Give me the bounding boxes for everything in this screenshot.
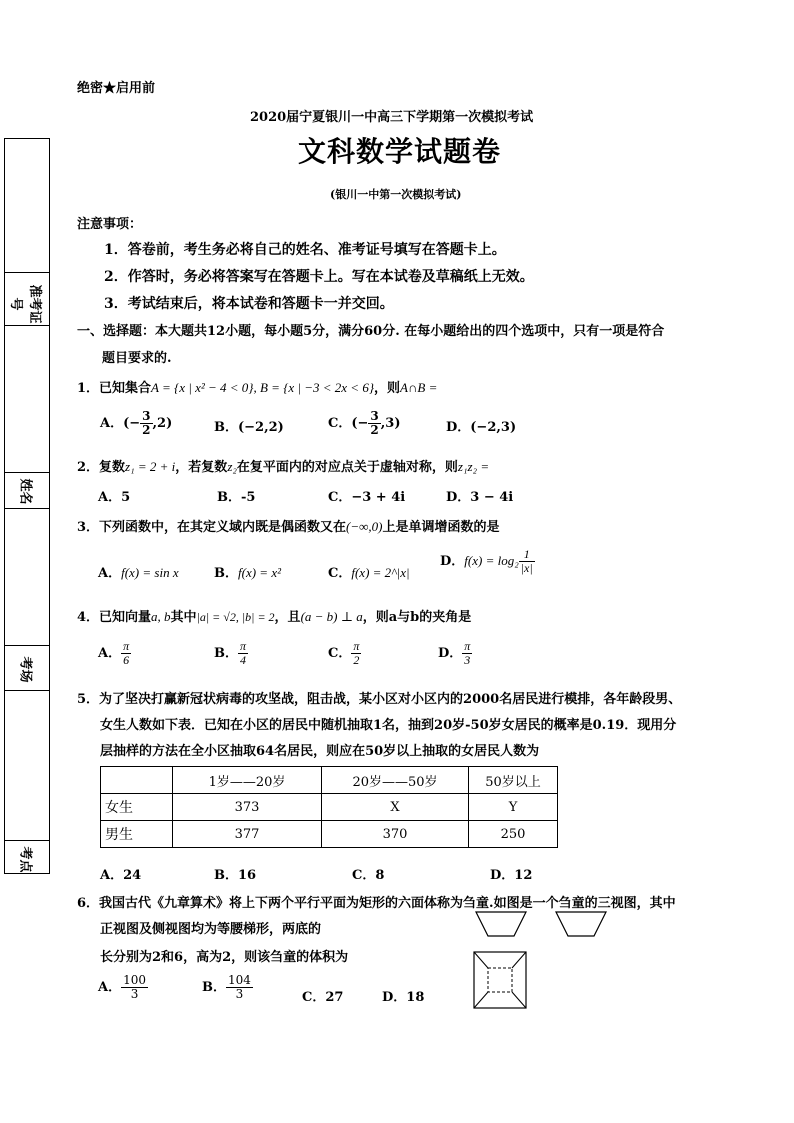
q6-option-a: A． $\frac{100}{3}$ [98, 973, 146, 1001]
q1-option-a: A．(− $\frac{3}{2}$ ,2) [100, 409, 173, 437]
top-view-edge [474, 992, 488, 1008]
q2-option-a: A．5 [98, 490, 131, 505]
page-title: 文科数学试题卷 [298, 135, 502, 168]
table-header: 20岁——50岁 [322, 767, 469, 794]
table-cell: 370 [322, 821, 469, 848]
question-6-line1: 6．我国古代《九章算术》将上下两个平行平面为矩形的六面体称为刍童.如图是一个刍童的三视图，其中 [77, 896, 676, 911]
question-5-line1: 5．为了坚决打赢新冠状病毒的攻坚战，阻击战，某小区对小区内的2000名居民进行模排，各年龄段男、 [77, 692, 682, 707]
label-exam-site: 考点 [17, 846, 33, 873]
q3-option-b: B．f(x) = x² [214, 565, 281, 581]
top-view-inner-rect [488, 968, 512, 992]
q4-option-a: A． $\frac{\pi}{6}$ [98, 639, 130, 667]
q3-option-d: D．f(x) = log₂ $\frac{1}{|x|}$ [440, 547, 533, 575]
q2-option-c: C．−3 + 4i [328, 490, 406, 505]
table-header: 50岁以上 [469, 767, 558, 794]
question-6-line3: 长分别为2和6，高为2，则该刍童的体积为 [100, 950, 349, 965]
q3-option-a: A．f(x) = sin x [98, 565, 179, 581]
section-heading: 一、选择题：本大题共12小题，每小题5分，满分60分. 在每小题给出的四个选项中，只有一项是符合 [77, 324, 665, 339]
q6-option-b: B． $\frac{104}{3}$ [202, 973, 251, 1001]
q5-option-d: D．12 [490, 868, 533, 883]
question-5-line2: 女生人数如下表．已知在小区的居民中随机抽取1名，抽到20岁-50岁女居民的概率是0.19．现用分 [100, 718, 677, 733]
question-3-stem: 3．下列函数中，在其定义域内既是偶函数又在(−∞,0)上是单调增函数的是 [77, 519, 500, 535]
table-cell: 250 [469, 821, 558, 848]
notice-item: 3．考试结束后，将本试卷和答题卡一并交回。 [104, 296, 394, 312]
label-name: 姓名 [17, 478, 33, 505]
front-view-trapezoid [476, 912, 526, 936]
top-view-edge [512, 952, 526, 968]
table-cell: Y [469, 794, 558, 821]
table-cell: X [322, 794, 469, 821]
notice-item: 1．答卷前，考生务必将自己的姓名、准考证号填写在答题卡上。 [104, 242, 506, 258]
q2-option-d: D．3 − 4i [446, 490, 514, 505]
section-heading-cont: 题目要求的. [102, 351, 172, 366]
label-exam-room: 考场 [17, 656, 33, 683]
secret-label: 绝密★启用前 [77, 81, 156, 96]
table-header: 1岁——20岁 [173, 767, 322, 794]
table-row [101, 794, 558, 821]
q6-option-c: C．27 [302, 990, 344, 1005]
table-cell: 373 [173, 794, 322, 821]
question-1-stem: 1．已知集合A = {x | x² − 4 < 0}, B = {x | −3 < 2x < 6}，则A∩B = [77, 380, 438, 396]
table-header-row [101, 767, 558, 794]
notice-item: 2．作答时，务必将答案写在答题卡上。写在本试卷及草稿纸上无效。 [104, 269, 534, 285]
top-view-edge [474, 952, 488, 968]
notice-heading: 注意事项： [77, 217, 143, 232]
q3-option-c: C．f(x) = 2^|x| [328, 565, 410, 581]
q6-option-d: D．18 [382, 990, 425, 1005]
q1-option-b: B．(−2,2) [214, 420, 284, 435]
q5-option-c: C．8 [352, 868, 385, 883]
label-exam-number: 准考证号 [8, 284, 42, 324]
table-cell: 女生 [101, 794, 173, 821]
table-row [101, 821, 558, 848]
table-cell [101, 767, 173, 794]
table-cell: 男生 [101, 821, 173, 848]
exam-subtitle: 2020届宁夏银川一中高三下学期第一次模拟考试 [250, 110, 534, 125]
question-5-line3: 层抽样的方法在全小区抽取64名居民，则应在50岁以上抽取的女居民人数为 [100, 744, 540, 759]
population-table [100, 766, 558, 848]
exam-note: (银川一中第一次模拟考试) [330, 188, 462, 201]
q4-option-b: B． $\frac{\pi}{4}$ [214, 639, 247, 667]
question-6-line2: 正视图及侧视图均为等腰梯形，两底的 [100, 922, 322, 937]
table-cell: 377 [173, 821, 322, 848]
q1-option-d: D．(−2,3) [446, 420, 517, 435]
q4-option-d: D． $\frac{\pi}{3}$ [438, 639, 471, 667]
strip-divider [4, 272, 50, 273]
q4-option-c: C． $\frac{\pi}{2}$ [328, 639, 360, 667]
question-2-stem: 2．复数z₁ = 2 + i，若复数z₂在复平面内的对应点关于虚轴对称，则z₁z₂ = [77, 459, 490, 475]
q5-option-a: A．24 [100, 868, 142, 883]
question-4-stem: 4．已知向量a, b其中|a| = √2, |b| = 2，且(a − b) ⊥ a，则a与b的夹角是 [77, 609, 472, 625]
top-view-edge [512, 992, 526, 1008]
q2-option-b: B．-5 [217, 490, 256, 505]
side-view-trapezoid [556, 912, 606, 936]
q1-option-c: C．(− $\frac{3}{2}$ ,3) [328, 409, 401, 437]
three-view-figure [470, 906, 620, 1016]
q5-option-b: B．16 [214, 868, 257, 883]
